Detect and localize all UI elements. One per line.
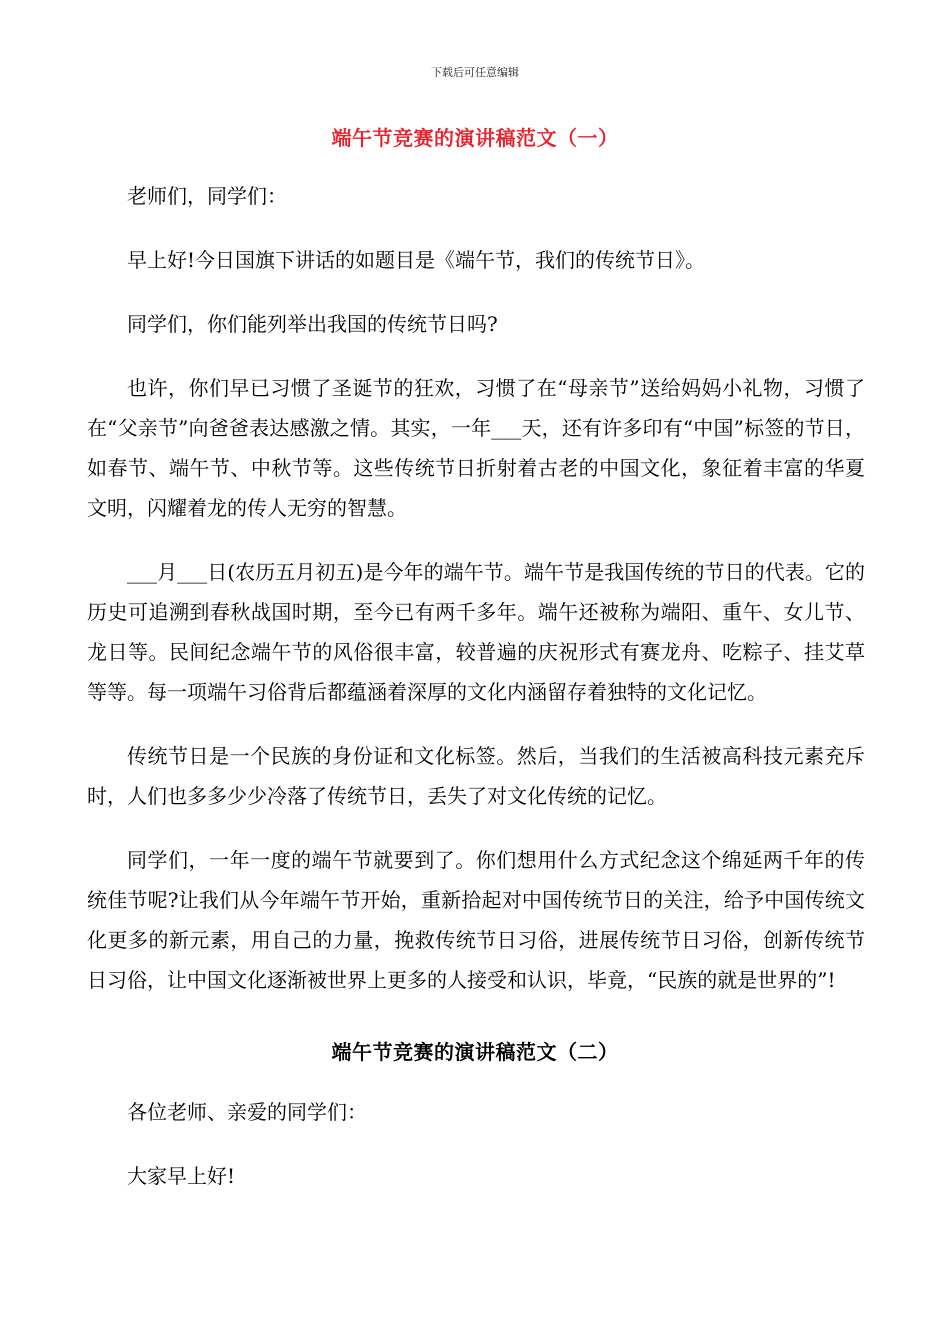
section1-paragraph-7: 同学们，一年一度的端午节就要到了。你们想用什么方式纪念这个绵延两千年的传统佳节呢?让我们从今年端午节开始，重新拾起对中国传统节日的关注，给予中国传统文化更多的新元素，用自己的力量，挽救传统节日习俗，进展传统节日习俗，创新传统节日习俗，让中国文化逐渐被世界上更多的人接受和认识，毕竟，“民族的就是世界的”! (87, 848, 865, 992)
section1-paragraph-3: 同学们，你们能列举出我国的传统节日吗? (127, 312, 498, 336)
section1-title: 端午节竞赛的演讲稿范文（一） (331, 126, 619, 150)
section1-paragraph-2: 早上好!今日国旗下讲话的如题目是《端午节，我们的传统节日》。 (127, 248, 706, 272)
section2-title: 端午节竞赛的演讲稿范文（二） (331, 1040, 619, 1064)
section1-paragraph-4: 也许，你们早已习惯了圣诞节的狂欢，习惯了在“母亲节”送给妈妈小礼物，习惯了在“父亲节”向爸爸表达感激之情。其实，一年___天，还有许多印有“中国”标签的节日，如春节、端午节、中秋节等。这些传统节日折射着古老的中国文化，象征着丰富的华夏文明，闪耀着龙的传人无穷的智慧。 (87, 376, 865, 520)
section1-paragraph-5: ___月___日(农历五月初五)是今年的端午节。端午节是我国传统的节日的代表。它的历史可追溯到春秋战国时期，至今已有两千多年。端午还被称为端阳、重午、女儿节、龙日等。民间纪念端午节的风俗很丰富，较普遍的庆祝形式有赛龙舟、吃粽子、挂艾草等等。每一项端午习俗背后都蕴涵着深厚的文化内涵留存着独特的文化记忆。 (87, 560, 865, 704)
section1-paragraph-1: 老师们，同学们： (127, 184, 287, 208)
header-note: 下载后可任意编辑 (431, 66, 519, 79)
section2-paragraph-1: 各位老师、亲爱的同学们： (127, 1100, 367, 1124)
section2-body (87, 1092, 865, 1196)
section1-paragraph-6: 传统节日是一个民族的身份证和文化标签。然后，当我们的生活被高科技元素充斥时，人们也多多少少冷落了传统节日，丢失了对文化传统的记忆。 (87, 744, 865, 808)
section1-body (87, 176, 865, 1000)
section2-paragraph-2: 大家早上好! (127, 1164, 236, 1188)
